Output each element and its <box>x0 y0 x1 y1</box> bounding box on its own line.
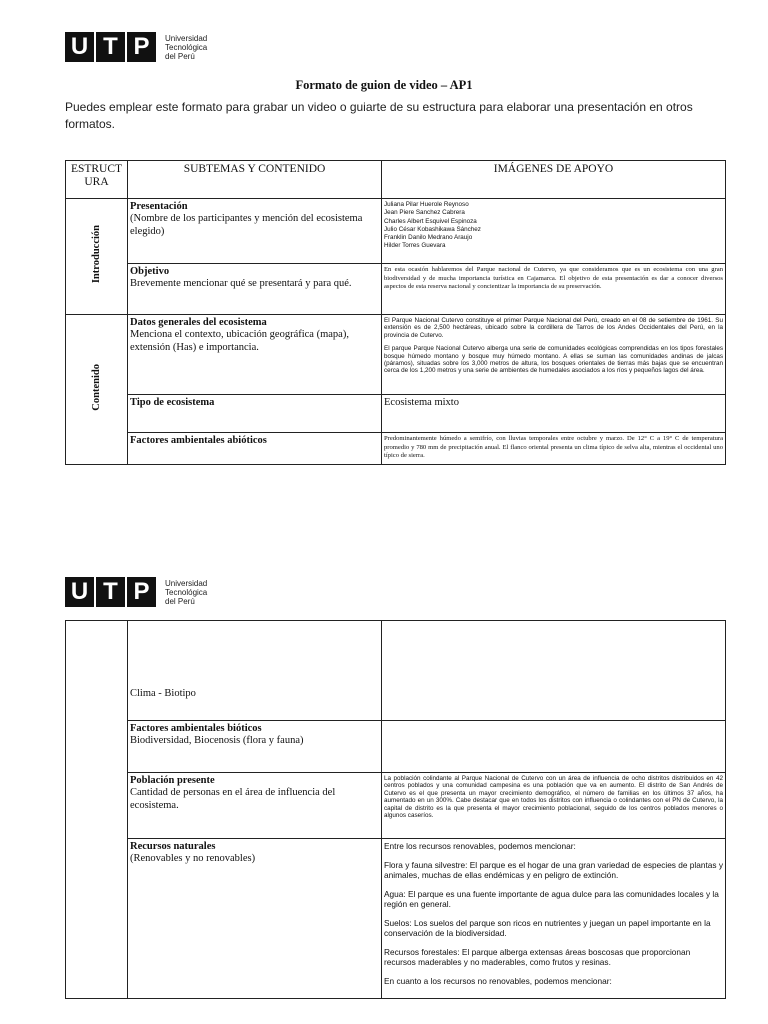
presentacion-desc: (Nombre de los participantes y mención del ecosistema elegido) <box>130 213 363 237</box>
objetivo-cell <box>128 264 382 315</box>
section-contenido <box>66 315 128 465</box>
tipo-ecosistema-title: Tipo de ecosistema <box>130 397 215 408</box>
script-table-1 <box>65 160 726 465</box>
datos-generales-p1: El Parque Nacional Cutervo constituye el primer Parque Nacional del Perú, creado en el 08 de setiembre de 1961. Su extensión es de 2,500 hectáreas, ubicado sobre la cordillera de Tarros de los Andes Occidentales del Perú, en la provincia de Cutervo. <box>384 317 723 339</box>
abioticos-cell <box>128 433 382 465</box>
clima-cell <box>128 621 382 721</box>
presentacion-title: Presentación <box>130 201 188 212</box>
datos-generales-content-cell <box>382 315 726 395</box>
bioticos-cell <box>128 721 382 773</box>
utp-logo-page2 <box>65 577 207 607</box>
poblacion-title: Población presente <box>130 775 215 786</box>
participant-name: Charles Albert Esquivel Espinoza <box>384 217 477 225</box>
abioticos-content: Predominantemente húmedo a semifrío, con lluvias temporales entre octubre y marzo. De 12° C a 19° C de temperatura promedio y 780 mm de precipitación anual. El flanco oriental presenta un clima típico de selva alta, mientras el occidental uno típico de sierra. <box>384 435 723 460</box>
abioticos-content-cell <box>382 433 726 465</box>
participant-name: Juliana Pilar Huerole Reynoso <box>384 201 469 208</box>
datos-generales-p2: El parque Parque Nacional Cutervo alberga una serie de comunidades ecológicas comprendidas en los tipos forestales bosque húmedo montano y bosque muy húmedo montano. A ellas se suman las comunidades andinas de jalcas (páramos), situadas sobre los 3,000 metros de altura, los bosques orientales de tierras más bajas que se encuentran cerca de los 1,200 metros y una serie de ambientes de humedales asociados a los ríos y pequeños lagos del área. <box>384 345 723 375</box>
bioticos-desc: Biodiversidad, Biocenosis (flora y fauna) <box>130 735 304 746</box>
logo-letter-p: P <box>127 32 156 62</box>
objetivo-desc: Brevemente mencionar qué se presentará y para qué. <box>130 278 352 289</box>
recursos-p6: En cuanto a los recursos no renovables, podemos mencionar: <box>384 975 612 986</box>
utp-logo <box>65 32 207 62</box>
clima-content-cell <box>382 621 726 721</box>
university-name: Universidad Tecnológica del Perú <box>165 578 208 606</box>
university-name: Universidad Tecnológica del Perú <box>165 33 208 61</box>
logo-letter-u: U <box>65 577 94 607</box>
logo-letter-t: T <box>96 577 125 607</box>
tipo-ecosistema-cell <box>128 395 382 433</box>
recursos-p3: Agua: El parque es una fuente importante de agua dulce para las comunidades locales y la región en general. <box>384 888 719 909</box>
section-contenido-continued <box>66 621 128 999</box>
document-title: Formato de guion de video – AP1 <box>295 78 473 92</box>
recursos-desc: (Renovables y no renovables) <box>130 853 256 864</box>
header-estructura: ESTRUCTURA <box>66 161 128 199</box>
recursos-cell <box>128 839 382 999</box>
logo-letter-p: P <box>127 577 156 607</box>
script-table-2 <box>65 620 726 999</box>
presentacion-cell <box>128 199 382 264</box>
objetivo-title: Objetivo <box>130 266 170 277</box>
poblacion-cell <box>128 773 382 839</box>
poblacion-content-cell <box>382 773 726 839</box>
header-subtemas: SUBTEMAS Y CONTENIDO <box>128 161 382 199</box>
recursos-content-cell <box>382 839 726 999</box>
bioticos-title: Factores ambientales bióticos <box>130 723 262 734</box>
participant-name: Jean Piere Sanchez Cabrera <box>384 209 465 217</box>
participants-cell <box>382 199 726 264</box>
section-label-contenido: Contenido <box>91 363 102 411</box>
datos-generales-desc: Menciona el contexto, ubicación geográfica (mapa), extensión (Has) e importancia. <box>130 329 349 353</box>
datos-generales-title: Datos generales del ecosistema <box>130 317 267 328</box>
objetivo-content: En esta ocasión hablaremos del Parque nacional de Cutervo, ya que consideramos que es un ecosistema con una gran biodiversidad y de mucha importancia turística en Cajamarca. El objetivo de esta presentación es dar a conocer diversos aspectos de esta reserva nacional y concientizar la importancia de su preservación. <box>384 266 723 291</box>
recursos-title: Recursos naturales <box>130 841 216 852</box>
tipo-ecosistema-content-cell <box>382 395 726 433</box>
section-introduccion <box>66 199 128 315</box>
datos-generales-cell <box>128 315 382 395</box>
poblacion-content: La población colindante al Parque Nacional de Cutervo con un área de influencia de ocho distritos distribuidos en 42 centros poblados y una comunidad campesina es una población que va en aumento. El distrito de San Andrés de Cutervo es el que presenta un mayor crecimiento demográfico, el número de familias en los últimos 37 años, ha aumentado en un 300%. Cabe destacar que en todos los distritos con influencia o colindantes con el PN de Cutervo, la capital de distrito es la que presenta el mayor crecimiento poblacional, seguido de los centros poblados menores o algunos caseríos. <box>384 775 723 820</box>
clima-desc: Clima - Biotipo <box>130 687 196 699</box>
recursos-p2: Flora y fauna silvestre: El parque es el hogar de una gran variedad de especies de plantas y animales, muchas de ellas endémicas y en peligro de extinción. <box>384 859 723 880</box>
poblacion-desc: Cantidad de personas en el área de influencia del ecosistema. <box>130 787 336 811</box>
recursos-p1: Entre los recursos renovables, podemos mencionar: <box>384 841 576 851</box>
header-imagenes: IMÁGENES DE APOYO <box>382 161 726 199</box>
participant-name: Hilder Torres Guevara <box>384 242 446 250</box>
tipo-ecosistema-content: Ecosistema mixto <box>384 397 459 408</box>
participant-name: Julio César Kobashikawa Sánchez <box>384 225 481 233</box>
bioticos-content-cell <box>382 721 726 773</box>
intro-paragraph: Puedes emplear este formato para grabar un video o guiarte de su estructura para elaborar una presentación en otros formatos. <box>65 100 693 131</box>
objetivo-content-cell <box>382 264 726 315</box>
logo-letter-t: T <box>96 32 125 62</box>
section-label-introduccion: Introducción <box>91 224 102 284</box>
abioticos-title: Factores ambientales abióticos <box>130 435 267 446</box>
logo-letter-u: U <box>65 32 94 62</box>
participant-name: Franklin Danilo Medrano Araujo <box>384 234 473 242</box>
recursos-p4: Suelos: Los suelos del parque son ricos en nutrientes y juegan un papel importante en la conservación de la biodiversidad. <box>384 917 711 938</box>
recursos-p5: Recursos forestales: El parque alberga extensas áreas boscosas que proporcionan recursos maderables y no maderables, como frutos y resinas. <box>384 946 691 967</box>
